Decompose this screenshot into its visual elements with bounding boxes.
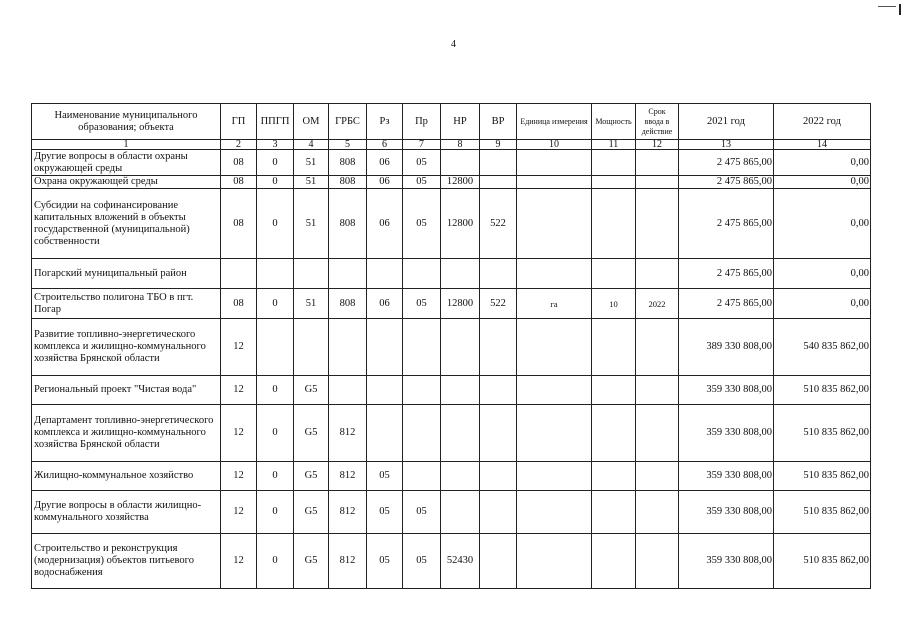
code-cell [636,259,679,289]
row-name-cell: Охрана окружающей среды [32,176,221,189]
amount-cell: 359 330 808,00 [679,462,774,491]
code-cell: 51 [294,150,329,176]
row-name-cell: Погарский муниципальный район [32,259,221,289]
code-cell: 812 [329,462,367,491]
header-cell: НР [441,104,480,140]
code-cell: 808 [329,150,367,176]
code-cell [403,319,441,376]
column-number: 8 [441,140,480,150]
code-cell: 812 [329,405,367,462]
amount-cell: 510 835 862,00 [774,405,871,462]
header-cell: Рз [367,104,403,140]
code-cell: 12800 [441,176,480,189]
code-cell [636,189,679,259]
column-number: 5 [329,140,367,150]
header-cell: Пр [403,104,441,140]
table-row [32,491,871,534]
code-cell: 05 [403,176,441,189]
column-number: 12 [636,140,679,150]
code-cell [517,176,592,189]
code-cell: 51 [294,289,329,319]
code-cell [636,491,679,534]
code-cell: 0 [257,189,294,259]
code-cell: 08 [221,189,257,259]
code-cell: G5 [294,491,329,534]
code-cell [636,319,679,376]
code-cell: 0 [257,289,294,319]
page-number: 4 [451,39,456,50]
code-cell: 51 [294,189,329,259]
column-number: 2 [221,140,257,150]
code-cell: 51 [294,176,329,189]
table-row [32,189,871,259]
column-number: 4 [294,140,329,150]
code-cell [592,150,636,176]
code-cell: G5 [294,376,329,405]
code-cell [592,319,636,376]
code-cell [441,462,480,491]
code-cell [403,405,441,462]
code-cell [441,405,480,462]
amount-cell: 2 475 865,00 [679,189,774,259]
column-number-row [32,140,871,150]
code-cell: 10 [592,289,636,319]
code-cell [636,176,679,189]
code-cell: га [517,289,592,319]
code-cell [441,150,480,176]
code-cell [592,491,636,534]
code-cell: 522 [480,289,517,319]
header-cell: Срок ввода в действие [636,104,679,140]
code-cell: 12 [221,376,257,405]
corner-mark [877,4,901,12]
code-cell: 2022 [636,289,679,319]
row-name-cell: Жилищно-коммунальное хозяйство [32,462,221,491]
row-name-cell: Субсидии на софинансирование капитальных вложений в объекты государственной (муниципальной) собственности [32,189,221,259]
code-cell: 12800 [441,189,480,259]
code-cell: 0 [257,534,294,589]
header-cell: ППГП [257,104,294,140]
code-cell [592,176,636,189]
code-cell [517,150,592,176]
code-cell: 06 [367,150,403,176]
code-cell [480,462,517,491]
amount-cell: 359 330 808,00 [679,491,774,534]
header-cell: 2022 год [774,104,871,140]
code-cell [480,405,517,462]
header-cell: 2021 год [679,104,774,140]
code-cell [441,491,480,534]
code-cell [592,259,636,289]
code-cell: 0 [257,491,294,534]
code-cell [367,259,403,289]
code-cell [480,150,517,176]
column-number: 10 [517,140,592,150]
amount-cell: 0,00 [774,150,871,176]
amount-cell: 0,00 [774,289,871,319]
code-cell: 05 [403,150,441,176]
amount-cell: 540 835 862,00 [774,319,871,376]
amount-cell: 2 475 865,00 [679,150,774,176]
code-cell [517,319,592,376]
column-number: 11 [592,140,636,150]
code-cell [329,319,367,376]
code-cell [517,534,592,589]
header-cell: Наименование муниципального образования; объекта [32,104,221,140]
code-cell: G5 [294,405,329,462]
code-cell [221,259,257,289]
table-row [32,534,871,589]
code-cell [592,534,636,589]
header-cell: Единица измерения [517,104,592,140]
code-cell [367,376,403,405]
table-row [32,376,871,405]
code-cell [367,319,403,376]
code-cell: 08 [221,176,257,189]
code-cell [257,319,294,376]
code-cell [480,259,517,289]
table-row [32,259,871,289]
code-cell [441,259,480,289]
code-cell [592,405,636,462]
header-cell: Мощность [592,104,636,140]
code-cell [480,319,517,376]
code-cell: 812 [329,534,367,589]
code-cell: 05 [367,534,403,589]
table-row [32,319,871,376]
code-cell: 808 [329,189,367,259]
code-cell [257,259,294,289]
code-cell: 12 [221,491,257,534]
code-cell [480,491,517,534]
code-cell: 05 [403,289,441,319]
code-cell [294,319,329,376]
header-row [32,104,871,140]
code-cell [636,376,679,405]
code-cell: 0 [257,405,294,462]
code-cell: 12 [221,462,257,491]
code-cell [403,376,441,405]
code-cell: 05 [367,462,403,491]
code-cell: 06 [367,189,403,259]
header-cell: ОМ [294,104,329,140]
code-cell: 808 [329,176,367,189]
code-cell: 06 [367,176,403,189]
table-row [32,176,871,189]
code-cell: 05 [403,534,441,589]
code-cell [329,259,367,289]
code-cell [480,176,517,189]
row-name-cell: Другие вопросы в области жилищно-коммунального хозяйства [32,491,221,534]
code-cell [517,189,592,259]
amount-cell: 359 330 808,00 [679,534,774,589]
code-cell: G5 [294,462,329,491]
code-cell [480,376,517,405]
code-cell [441,319,480,376]
amount-cell: 510 835 862,00 [774,376,871,405]
code-cell [592,189,636,259]
code-cell: 06 [367,289,403,319]
amount-cell: 389 330 808,00 [679,319,774,376]
code-cell [636,462,679,491]
table-row [32,289,871,319]
table-row [32,462,871,491]
code-cell [517,462,592,491]
code-cell [636,405,679,462]
amount-cell: 2 475 865,00 [679,289,774,319]
code-cell: 0 [257,150,294,176]
row-name-cell: Другие вопросы в области охраны окружающей среды [32,150,221,176]
code-cell [592,376,636,405]
code-cell [517,405,592,462]
table-row [32,405,871,462]
code-cell: 05 [403,189,441,259]
code-cell [294,259,329,289]
code-cell: 08 [221,289,257,319]
amount-cell: 0,00 [774,189,871,259]
code-cell [517,376,592,405]
code-cell [517,491,592,534]
code-cell: 0 [257,376,294,405]
amount-cell: 2 475 865,00 [679,176,774,189]
code-cell: 0 [257,176,294,189]
amount-cell: 2 475 865,00 [679,259,774,289]
code-cell: 812 [329,491,367,534]
row-name-cell: Департамент топливно-энергетического комплекса и жилищно-коммунального хозяйства Брянской области [32,405,221,462]
code-cell [329,376,367,405]
amount-cell: 510 835 862,00 [774,462,871,491]
code-cell: 808 [329,289,367,319]
column-number: 1 [32,140,221,150]
code-cell: 0 [257,462,294,491]
amount-cell: 0,00 [774,259,871,289]
row-name-cell: Региональный проект "Чистая вода" [32,376,221,405]
code-cell: 12 [221,405,257,462]
row-name-cell: Строительство и реконструкция (модернизация) объектов питьевого водоснабжения [32,534,221,589]
column-number: 14 [774,140,871,150]
header-cell: ГРБС [329,104,367,140]
budget-table [31,103,871,589]
code-cell: 12 [221,319,257,376]
column-number: 3 [257,140,294,150]
column-number: 13 [679,140,774,150]
code-cell: 05 [367,491,403,534]
table-row [32,150,871,176]
row-name-cell: Развитие топливно-энергетического комплекса и жилищно-коммунального хозяйства Брянской области [32,319,221,376]
amount-cell: 359 330 808,00 [679,405,774,462]
code-cell: 08 [221,150,257,176]
code-cell [403,259,441,289]
row-name-cell: Строительство полигона ТБО в пгт. Погар [32,289,221,319]
column-number: 6 [367,140,403,150]
amount-cell: 510 835 862,00 [774,491,871,534]
code-cell [480,534,517,589]
code-cell [367,405,403,462]
header-cell: ВР [480,104,517,140]
column-number: 7 [403,140,441,150]
code-cell [441,376,480,405]
code-cell: G5 [294,534,329,589]
amount-cell: 359 330 808,00 [679,376,774,405]
code-cell: 12 [221,534,257,589]
code-cell [636,534,679,589]
code-cell: 522 [480,189,517,259]
amount-cell: 510 835 862,00 [774,534,871,589]
code-cell [592,462,636,491]
code-cell [517,259,592,289]
code-cell [636,150,679,176]
column-number: 9 [480,140,517,150]
code-cell: 12800 [441,289,480,319]
code-cell [403,462,441,491]
code-cell: 52430 [441,534,480,589]
amount-cell: 0,00 [774,176,871,189]
scan-noise [520,19,860,21]
code-cell: 05 [403,491,441,534]
header-cell: ГП [221,104,257,140]
